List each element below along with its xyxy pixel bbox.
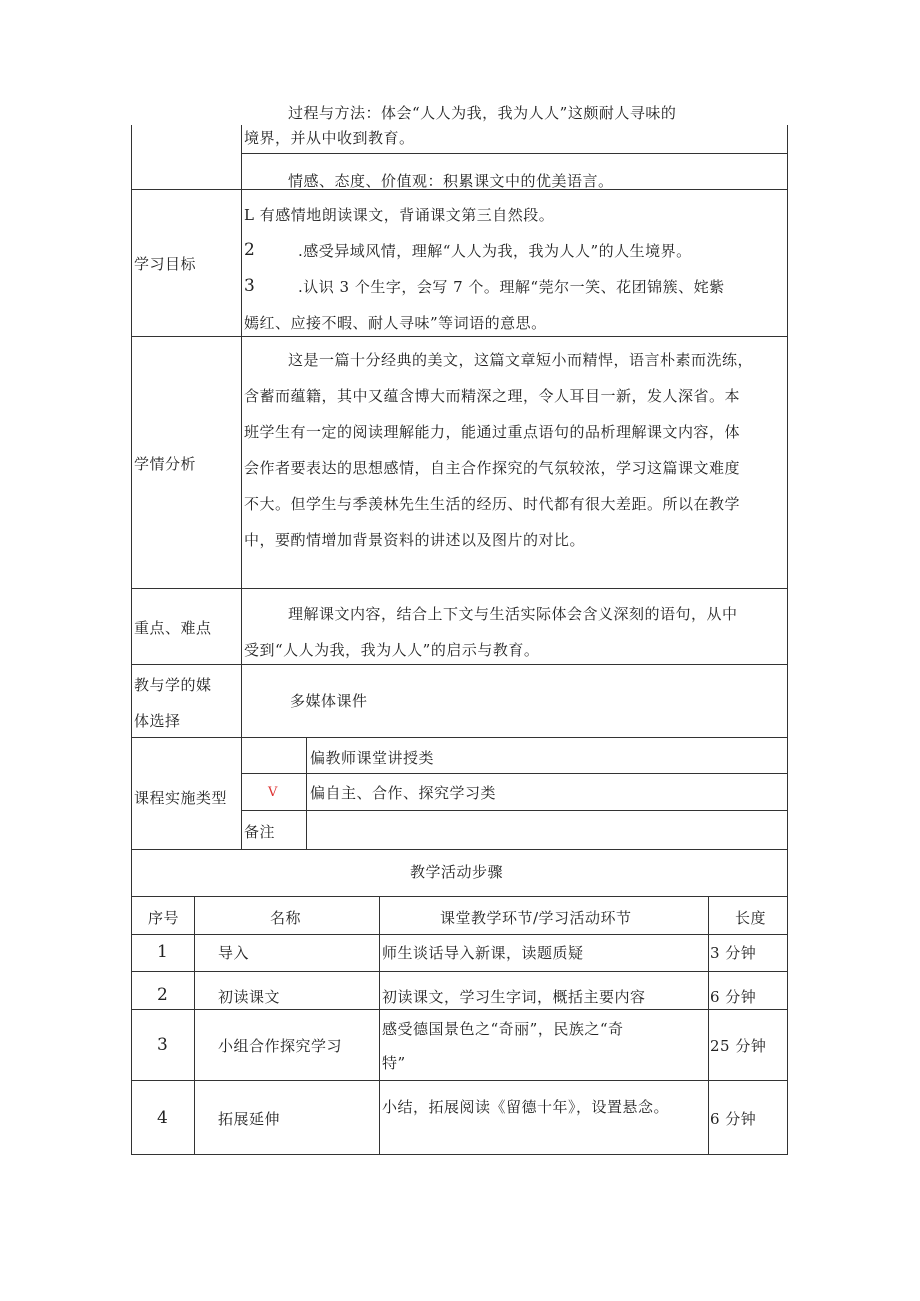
objective-emotion: 情感、态度、价值观：积累课文中的优美语言。 (288, 172, 614, 190)
row-divider (131, 737, 788, 738)
course-type-label: 课程实施类型 (134, 789, 228, 807)
learning-goal-3-continued: 嫣红、应接不暇、耐人寻味”等词语的意思。 (244, 314, 547, 332)
header-no: 序号 (148, 909, 180, 927)
row-description: 小结，拓展阅读《留德十年》，设置悬念。 (382, 1098, 670, 1116)
upper-table-right-border (787, 125, 788, 851)
activity-row-divider (131, 934, 788, 935)
header-activity: 课堂教学环节/学习活动环节 (440, 909, 632, 927)
objective-process-line2: 境界，并从中收到教育。 (244, 129, 415, 147)
row-number: 3 (157, 1035, 169, 1055)
course-type-check-divider (306, 737, 307, 849)
learning-goal-3-text: .认识 3 个生字，会写 7 个。理解“莞尔一笑、花团锦簇、姹紫 (298, 278, 725, 296)
activity-title: 教学活动步骤 (410, 863, 504, 881)
row-description: 初读课文，学习生字词，概括主要内容 (382, 988, 646, 1006)
row-length: 3 分钟 (710, 944, 757, 962)
row-length: 6 分钟 (710, 1110, 757, 1128)
analysis-line: 班学生有一定的阅读理解能力，能通过重点语句的品析理解课文内容，体 (244, 423, 741, 441)
activity-title-divider (131, 896, 788, 897)
activity-col-divider (379, 896, 380, 1155)
row-length: 6 分钟 (710, 988, 757, 1006)
row-description-cont: 特” (382, 1054, 406, 1072)
activity-row-divider (131, 1080, 788, 1081)
media-label-line1: 教与学的媒 (134, 676, 212, 694)
row-name: 拓展延伸 (218, 1110, 281, 1128)
row-description: 感受德国景色之“奇丽”，民族之“奇 (382, 1020, 624, 1038)
learning-goals-label: 学习目标 (134, 255, 197, 273)
upper-table-bottom-border (131, 849, 788, 850)
activity-col-divider (708, 896, 709, 1155)
activity-right-border (787, 849, 788, 1155)
row-name: 初读课文 (218, 988, 281, 1006)
key-points-line2: 受到“人人为我，我为人人”的启示与教育。 (244, 641, 540, 659)
key-points-label: 重点、难点 (134, 619, 212, 637)
row-number: 4 (157, 1108, 169, 1128)
row-divider (131, 588, 788, 589)
course-type-row-divider (241, 810, 788, 811)
media-value: 多媒体课件 (290, 692, 368, 710)
row-divider (131, 336, 788, 337)
activity-row-divider (131, 971, 788, 972)
upper-table-label-divider (241, 125, 242, 849)
analysis-line: 这是一篇十分经典的美文，这篇文章短小而精悍，语言朴素而洗练， (288, 351, 754, 369)
activity-bottom-border (131, 1154, 788, 1155)
remark-label: 备注 (244, 823, 276, 841)
analysis-label: 学情分析 (134, 455, 197, 473)
header-length: 长度 (735, 909, 767, 927)
row-number: 1 (157, 942, 169, 962)
upper-table-left-border (131, 125, 132, 851)
objective-process-line1: 过程与方法：体会“人人为我，我为人人”这颇耐人寻味的 (288, 104, 677, 122)
analysis-line: 中，要酌情增加背景资料的讲述以及图片的对比。 (244, 531, 586, 549)
course-type-row-divider (241, 773, 788, 774)
row-number: 2 (157, 985, 169, 1005)
learning-goal-1: L 有感情地朗读课文，背诵课文第三自然段。 (244, 206, 555, 224)
row-divider (131, 664, 788, 665)
row-name: 导入 (218, 944, 250, 962)
analysis-line: 不大。但学生与季羡林先生生活的经历、时代都有很大差距。所以在教学 (244, 495, 741, 513)
learning-goal-2-number: 2 (244, 240, 256, 260)
media-label-line2: 体选择 (134, 712, 181, 730)
header-name: 名称 (270, 909, 302, 927)
key-points-line1: 理解课文内容，结合上下文与生活实际体会含义深刻的语句，从中 (288, 605, 738, 623)
activity-row-divider (131, 1009, 788, 1010)
row-divider (241, 153, 788, 154)
activity-left-border (131, 849, 132, 1155)
learning-goal-3-number: 3 (244, 276, 256, 296)
course-type-option-teacher: 偏教师课堂讲授类 (310, 749, 435, 767)
row-description: 师生谈话导入新课，读题质疑 (382, 944, 584, 962)
analysis-line: 含蓄而蕴籍，其中又蕴含博大而精深之理，令人耳目一新，发人深省。本 (244, 387, 741, 405)
row-name: 小组合作探究学习 (218, 1037, 343, 1055)
course-type-option-cooperative: 偏自主、合作、探究学习类 (310, 784, 497, 802)
check-mark-icon: V (268, 785, 278, 800)
row-length: 25 分钟 (710, 1037, 767, 1055)
learning-goal-2-text: .感受异域风情，理解“人人为我，我为人人”的人生境界。 (298, 242, 692, 260)
activity-col-divider (194, 896, 195, 1155)
analysis-line: 会作者要表达的思想感情，自主合作探究的气氛较浓，学习这篇课文难度 (244, 459, 741, 477)
